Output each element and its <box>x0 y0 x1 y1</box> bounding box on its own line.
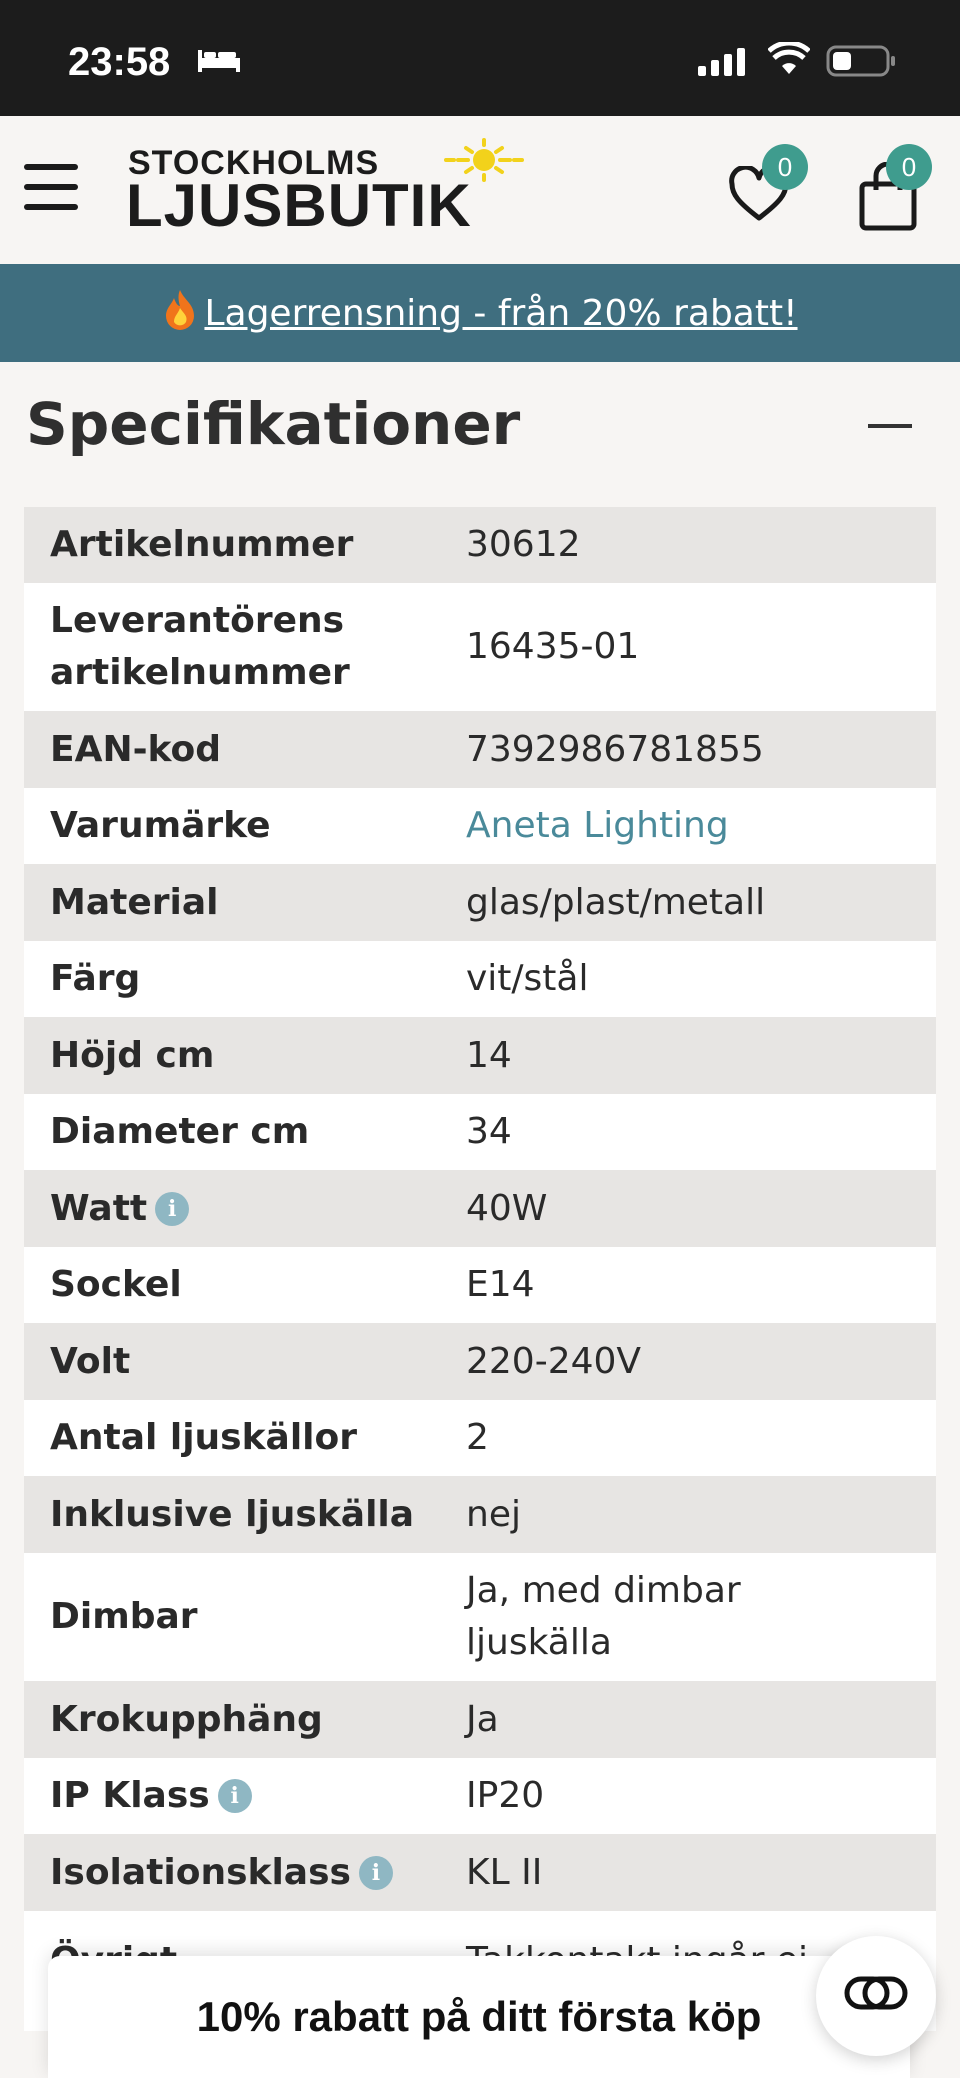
promo-link[interactable] <box>162 288 797 339</box>
spec-value: 40W <box>466 1187 548 1229</box>
chat-icon <box>844 1976 908 2016</box>
fire-icon <box>162 288 198 339</box>
cellular-signal-icon <box>698 46 750 82</box>
cart-count-badge: 0 <box>886 144 932 190</box>
site-header <box>0 116 960 264</box>
hamburger-menu-button[interactable] <box>22 156 80 216</box>
wishlist-count-badge: 0 <box>762 144 808 190</box>
spec-label: Antal ljuskällor <box>50 1417 358 1458</box>
info-icon[interactable]: i <box>218 1779 252 1813</box>
battery-icon <box>826 44 896 82</box>
spec-label: Leverantörens artikelnummer <box>50 600 350 693</box>
table-row <box>24 1681 936 1758</box>
table-row <box>24 1553 936 1681</box>
site-logo[interactable] <box>126 136 556 244</box>
spec-value: KL II <box>466 1851 543 1893</box>
spec-label: Artikelnummer <box>50 524 354 565</box>
spec-label: Sockel <box>50 1264 182 1305</box>
spec-label-cell <box>24 1183 466 1235</box>
spec-label: Isolationsklass <box>50 1851 351 1893</box>
spec-label: Inklusive ljuskälla <box>50 1493 415 1535</box>
brand-link[interactable]: Aneta Lighting <box>466 805 729 846</box>
status-bar <box>0 0 960 116</box>
table-row <box>24 941 936 1017</box>
wishlist-button[interactable] <box>728 152 808 232</box>
spec-label: Färg <box>50 958 141 999</box>
specifications-table <box>24 507 936 2031</box>
spec-value: 7392986781855 <box>466 728 764 770</box>
spec-label: Volt <box>50 1340 131 1382</box>
table-row <box>24 1476 936 1553</box>
table-row <box>24 864 936 941</box>
spec-value: IP20 <box>466 1775 545 1816</box>
spec-value: 34 <box>466 1111 512 1152</box>
logo-line2: LJUSBUTIK <box>126 172 472 239</box>
specifications-heading: Specifikationer <box>26 390 521 458</box>
status-time: 23:58 <box>68 40 171 84</box>
table-row <box>24 788 936 864</box>
table-row <box>24 507 936 583</box>
promo-banner <box>0 264 960 362</box>
chat-button[interactable] <box>816 1936 936 2056</box>
spec-label: Varumärke <box>50 805 271 846</box>
spec-value: Ja, med dimbar ljuskälla <box>466 1570 741 1663</box>
spec-label: Diameter cm <box>50 1111 310 1152</box>
info-icon[interactable]: i <box>155 1192 189 1226</box>
table-row <box>24 1758 936 1834</box>
table-row <box>24 1094 936 1170</box>
sleep-focus-icon <box>196 44 242 78</box>
spec-value: E14 <box>466 1264 535 1305</box>
table-row <box>24 1017 936 1094</box>
spec-label: Höjd cm <box>50 1034 215 1076</box>
spec-value: 220-240V <box>466 1340 642 1382</box>
spec-label: Material <box>50 881 219 923</box>
spec-value: 2 <box>466 1417 489 1458</box>
spec-label-cell <box>24 1770 466 1822</box>
sun-icon <box>444 136 524 188</box>
spec-label: Watt <box>50 1187 148 1229</box>
discount-popup[interactable] <box>48 1956 910 2078</box>
spec-label: EAN-kod <box>50 728 221 770</box>
promo-text: Lagerrensning - från 20% rabatt! <box>204 292 798 334</box>
discount-popup-text: 10% rabatt på ditt första köp <box>196 1993 762 2040</box>
spec-value: Ja <box>466 1698 499 1740</box>
table-row <box>24 1323 936 1400</box>
cart-button[interactable] <box>852 144 942 234</box>
table-row <box>24 583 936 711</box>
spec-value: glas/plast/metall <box>466 881 766 923</box>
table-row <box>24 711 936 788</box>
table-row <box>24 1400 936 1476</box>
spec-value: 30612 <box>466 524 581 565</box>
table-row <box>24 1170 936 1247</box>
logo-line1: STOCKHOLMS <box>128 144 380 182</box>
spec-label-cell <box>24 1847 466 1899</box>
spec-label: IP Klass <box>50 1775 210 1816</box>
table-row <box>24 1834 936 1911</box>
spec-value: 14 <box>466 1034 512 1076</box>
info-icon[interactable]: i <box>359 1856 393 1890</box>
spec-value: 16435-01 <box>466 626 640 667</box>
collapse-icon[interactable] <box>868 424 912 428</box>
spec-label: Krokupphäng <box>50 1698 323 1740</box>
spec-value: vit/stål <box>466 958 589 999</box>
spec-value: nej <box>466 1493 521 1535</box>
table-row <box>24 1247 936 1323</box>
wifi-icon <box>768 42 810 80</box>
spec-label: Dimbar <box>50 1596 198 1637</box>
